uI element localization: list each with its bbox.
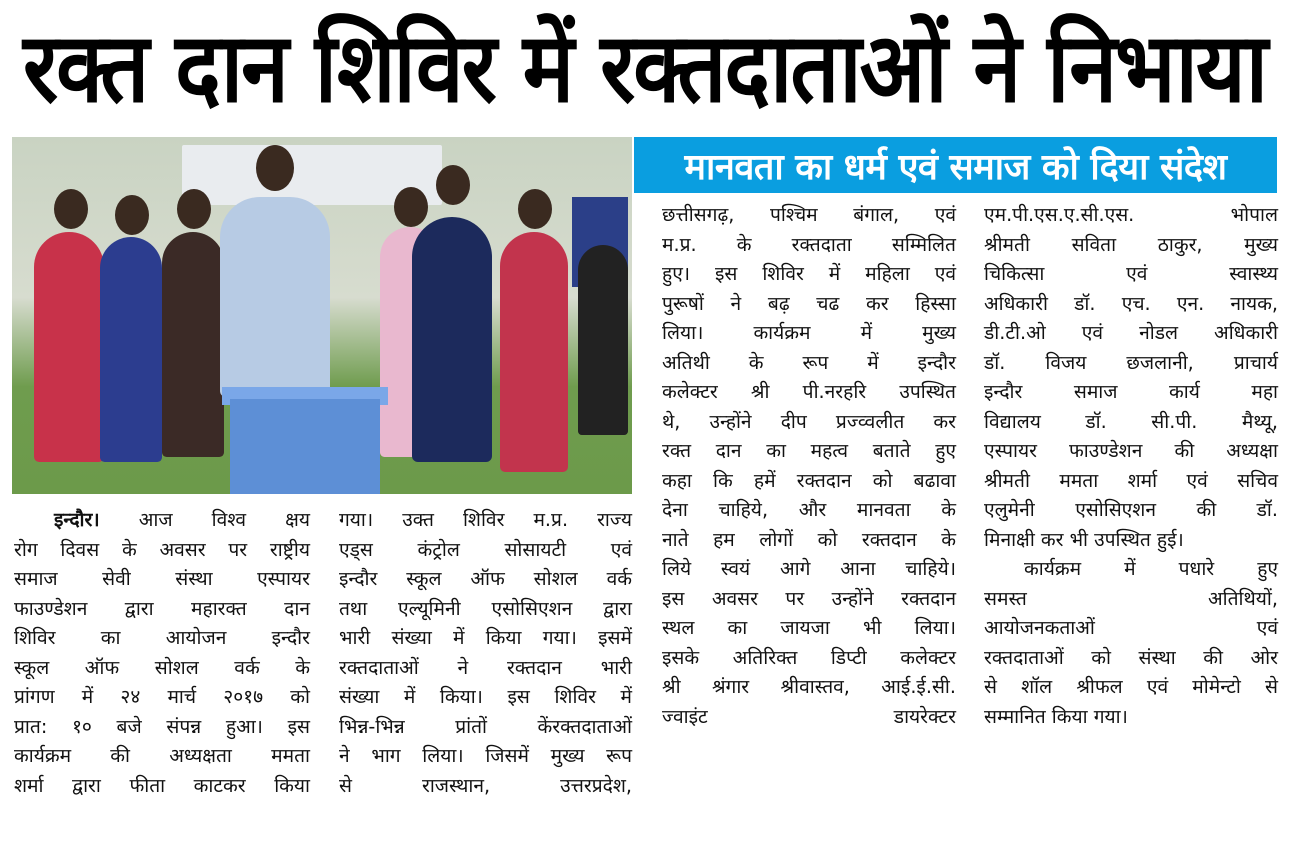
article-line: शिविर का आयोजन इन्दौर xyxy=(14,626,310,649)
article-line: से शॉल श्रीफल एवं मोमेन्टो से xyxy=(984,675,1278,698)
article-line: देना चाहिये, और मानवता के xyxy=(662,498,956,521)
article-column-1 xyxy=(14,505,310,800)
article-line: कहा कि हमें रक्तदान को बढावा xyxy=(662,468,956,492)
article-line: अतिथी के रूप में इन्दौर xyxy=(662,350,956,374)
article-line: समाज सेवी संस्था एस्पायर xyxy=(14,567,310,590)
person-figure xyxy=(500,232,568,472)
article-line: एड्स कंट्रोल सोसायटी एवं xyxy=(339,537,632,561)
article-line: समस्त अतिथियों, xyxy=(984,586,1278,610)
article-line: आयोजनकताओं एवं xyxy=(984,616,1278,639)
person-figure xyxy=(162,232,224,457)
article-column-2 xyxy=(339,505,632,800)
article-line: भिन्न-भिन्न प्रांतों केंरक्तदाताओं xyxy=(339,714,632,738)
article-line: स्थल का जायजा भी लिया। xyxy=(662,616,956,639)
person-head xyxy=(436,165,470,205)
article-line: अधिकारी डॉ. एच. एन. नायक, xyxy=(984,291,1278,315)
article-line: प्रांगण में २४ मार्च २०१७ को xyxy=(14,685,310,708)
article-line: प्रात: १० बजे संपन्न हुआ। इस xyxy=(14,714,310,738)
person-head xyxy=(177,189,211,229)
article-line: विद्यालय डॉ. सी.पी. मैथ्यू, xyxy=(984,409,1278,433)
article-line: नाते हम लोगों को रक्तदान के xyxy=(662,527,956,551)
article-line: इन्दौर। आज विश्व क्षय xyxy=(54,508,310,531)
article-line: चिकित्सा एवं स्वास्थ्य xyxy=(984,262,1278,285)
article-line: फाउण्डेशन द्वारा महारक्त दान xyxy=(14,596,310,620)
article-line: रोग दिवस के अवसर पर राष्ट्रीय xyxy=(14,537,310,561)
person-head xyxy=(394,187,428,227)
article-line: छत्तीसगढ़, पश्चिम बंगाल, एवं xyxy=(662,203,956,226)
article-line: कार्यक्रम में पधारे हुए xyxy=(1024,557,1278,580)
article-line: कलेक्टर श्री पी.नरहरि उपस्थित xyxy=(662,380,956,403)
article-line: गया। उक्त शिविर म.प्र. राज्य xyxy=(339,508,632,531)
person-head xyxy=(518,189,552,229)
person-figure xyxy=(34,232,104,462)
article-line: एस्पायर फाउण्डेशन की अध्यक्षा xyxy=(984,439,1278,462)
article-line: म.प्र. के रक्तदाता सम्मिलित xyxy=(662,232,956,256)
article-line: लिये स्वयं आगे आना चाहिये। xyxy=(662,557,956,580)
article-line: रक्तदाताओं को संस्था की ओर xyxy=(984,645,1278,669)
person-head xyxy=(115,195,149,235)
speaker-figure xyxy=(220,197,330,397)
article-line: श्री श्रंगार श्रीवास्तव, आई.ई.सी. xyxy=(662,675,956,698)
article-line: डी.टी.ओ एवं नोडल अधिकारी xyxy=(984,321,1278,344)
article-line: इन्दौर स्कूल ऑफ सोशल वर्क xyxy=(339,567,632,590)
article-line: शर्मा द्वारा फीता काटकर किया xyxy=(14,773,310,797)
article-line: लिया। कार्यक्रम में मुख्य xyxy=(662,321,956,344)
article-line: संख्या में किया। इस शिविर में xyxy=(339,685,632,708)
article-line: इन्दौर समाज कार्य महा xyxy=(984,380,1278,403)
article-line: इसके अतिरिक्त डिप्टी कलेक्टर xyxy=(662,645,956,669)
event-photo xyxy=(12,137,632,494)
article-line: हुए। इस शिविर में महिला एवं xyxy=(662,262,956,285)
article-column-3 xyxy=(662,200,956,731)
article-line: श्रीमती ममता शर्मा एवं सचिव xyxy=(984,468,1278,492)
headline: रक्त दान शिविर में रक्तदाताओं ने निभाया xyxy=(22,11,1267,124)
subheadline: मानवता का धर्म एवं समाज को दिया संदेश xyxy=(634,137,1277,193)
article-line: श्रीमती सविता ठाकुर, मुख्य xyxy=(984,232,1278,256)
article-line: भारी संख्या में किया गया। इसमें xyxy=(339,626,632,649)
podium xyxy=(230,399,380,494)
article-line: ने भाग लिया। जिसमें मुख्य रूप xyxy=(339,744,632,767)
article-line: तथा एल्यूमिनी एसोसिएशन द्वारा xyxy=(339,596,632,620)
article-line: ज्वाइंट डायरेक्टर xyxy=(662,704,956,728)
person-head xyxy=(54,189,88,229)
speaker-head xyxy=(256,145,294,191)
article-line: थे, उन्होंने दीप प्रज्व्वलीत कर xyxy=(662,409,956,433)
article-line: स्कूल ऑफ सोशल वर्क के xyxy=(14,655,310,679)
article-line: एलुमेनी एसोसिएशन की डॉ. xyxy=(984,498,1278,521)
article-line: कार्यक्रम की अध्यक्षता ममता xyxy=(14,744,310,767)
article-line: एम.पी.एस.ए.सी.एस. भोपाल xyxy=(984,203,1278,226)
dateline: इन्दौर। xyxy=(54,508,100,531)
person-figure xyxy=(100,237,162,462)
person-figure xyxy=(578,245,628,435)
article-line: इस अवसर पर उन्होंने रक्तदान xyxy=(662,586,956,610)
article-column-4 xyxy=(984,200,1278,731)
article-line: रक्त दान का महत्व बताते हुए xyxy=(662,439,956,462)
article-line: पुरूषों ने बढ़ चढ कर हिस्सा xyxy=(662,291,956,315)
article-line: डॉ. विजय छजलानी, प्राचार्य xyxy=(984,350,1278,374)
article-line: रक्तदाताओं ने रक्तदान भारी xyxy=(339,655,632,679)
article-line: मिनाक्षी कर भी उपस्थित हुई। xyxy=(984,527,1184,551)
person-figure xyxy=(412,217,492,462)
article-line: सम्मानित किया गया। xyxy=(984,704,1128,728)
article-line: से राजस्थान, उत्तरप्रदेश, xyxy=(339,773,632,797)
